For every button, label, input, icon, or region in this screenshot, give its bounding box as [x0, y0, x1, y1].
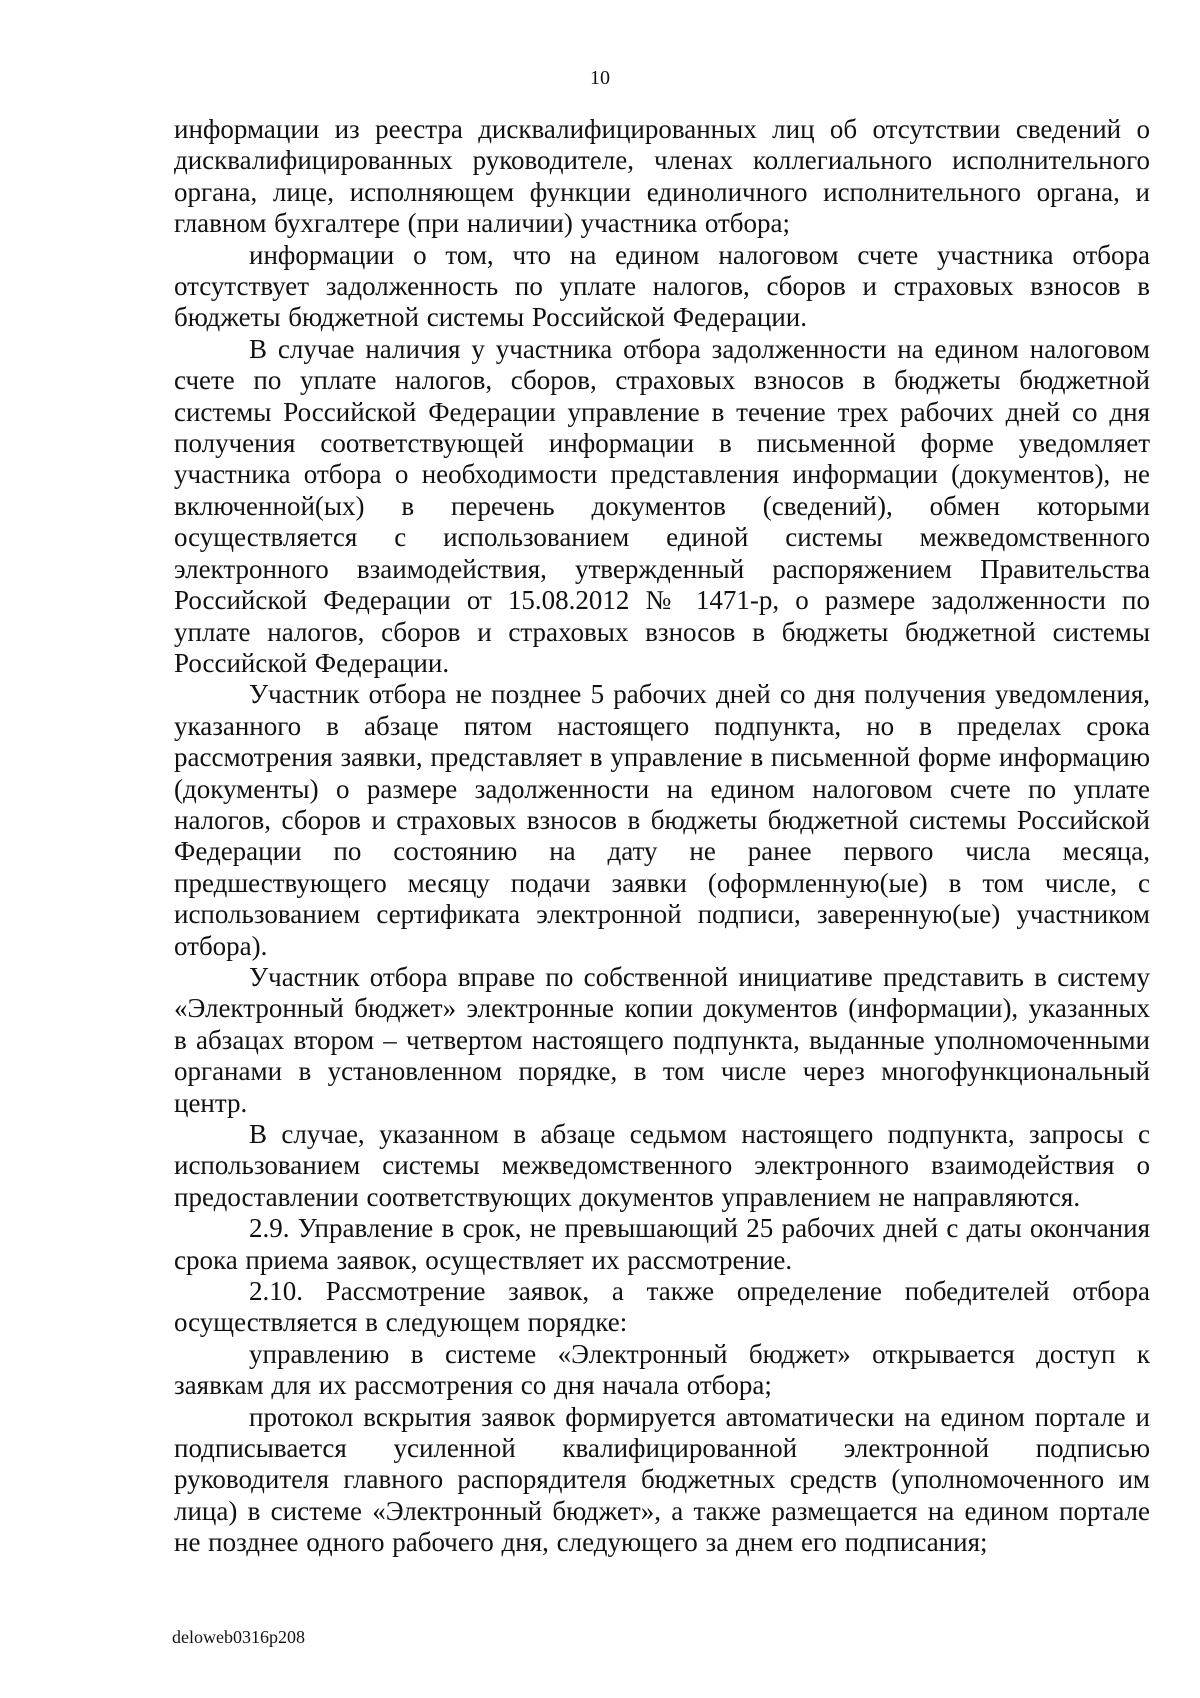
paragraph-2: информации о том, что на едином налоговом счете участника отбора отсутствует задолженность по уплате налогов, сборов и страховых взносов в бюджеты бюджетной системы Российской Федерации. — [174, 239, 1150, 333]
paragraph-9: управлению в системе «Электронный бюджет» открывается доступ к заявкам для их рассмотрения со дня начала отбора; — [174, 1338, 1150, 1401]
page-number: 10 — [590, 67, 610, 89]
paragraph-3: В случае наличия у участника отбора задолженности на едином налоговом счете по уплате налогов, сборов, страховых взносов в бюджеты бюджетной системы Российской Федерации управление в течение трех рабочих дней со дня получения соответствующей информации в письменной форме уведомляет участника отбора о необходимости представления информации (документов), не включенной(ых) в перечень документов (сведений), обмен которыми осуществляется с использованием единой системы межведомственного электронного взаимодействия, утвержденный распоряжением Правительства Российской Федерации от 15.08.2012 № 1471-р, о размере задолженности по уплате налогов, сборов и страховых взносов в бюджеты бюджетной системы Российской Федерации. — [174, 333, 1150, 678]
paragraph-1: информации из реестра дисквалифицированных лиц об отсутствии сведений о дисквалифицированных руководителе, членах коллегиального исполнительного органа, лице, исполняющем функции единоличного исполнительного органа, и главном бухгалтере (при наличии) участника отбора; — [174, 114, 1150, 239]
document-code: deloweb0316p208 — [172, 1627, 305, 1647]
paragraph-6: В случае, указанном в абзаце седьмом настоящего подпункта, запросы с использованием системы межведомственного электронного взаимодействия о предоставлении соответствующих документов управлением не направляются. — [174, 1119, 1150, 1212]
paragraph-10: протокол вскрытия заявок формируется автоматически на едином портале и подписывается усиленной квалифицированной электронной подписью руководителя главного распорядителя бюджетных средств (уполномоченного им лица) в системе «Электронный бюджет», а также размещается на едином портале не позднее одного рабочего дня, следующего за днем его подписания; — [174, 1401, 1150, 1558]
paragraph-5: Участник отбора вправе по собственной инициативе представить в систему «Электронный бюджет» электронные копии документов (информации), указанных в абзацах втором – четвертом настоящего подпункта, выданные уполномоченными органами в установленном порядке, в том числе через многофункциональный центр. — [174, 961, 1150, 1118]
paragraph-7: 2.9. Управление в срок, не превышающий 25 рабочих дней с даты окончания срока приема заявок, осуществляет их рассмотрение. — [174, 1213, 1150, 1275]
paragraph-4: Участник отбора не позднее 5 рабочих дней со дня получения уведомления, указанного в абзаце пятом настоящего подпункта, но в пределах срока рассмотрения заявки, представляет в управление в письменной форме информацию (документы) о размере задолженности на едином налоговом счете по уплате налогов, сборов и страховых взносов в бюджеты бюджетной системы Российской Федерации по состоянию на дату не ранее первого числа месяца, предшествующего месяцу подачи заявки (оформленную(ые) в том числе, с использованием сертификата электронной подписи, заверенную(ые) участником отбора). — [174, 679, 1150, 961]
document-body — [174, 114, 1150, 1559]
paragraph-8: 2.10. Рассмотрение заявок, а также определение победителей отбора осуществляется в следующем порядке: — [174, 1276, 1150, 1338]
